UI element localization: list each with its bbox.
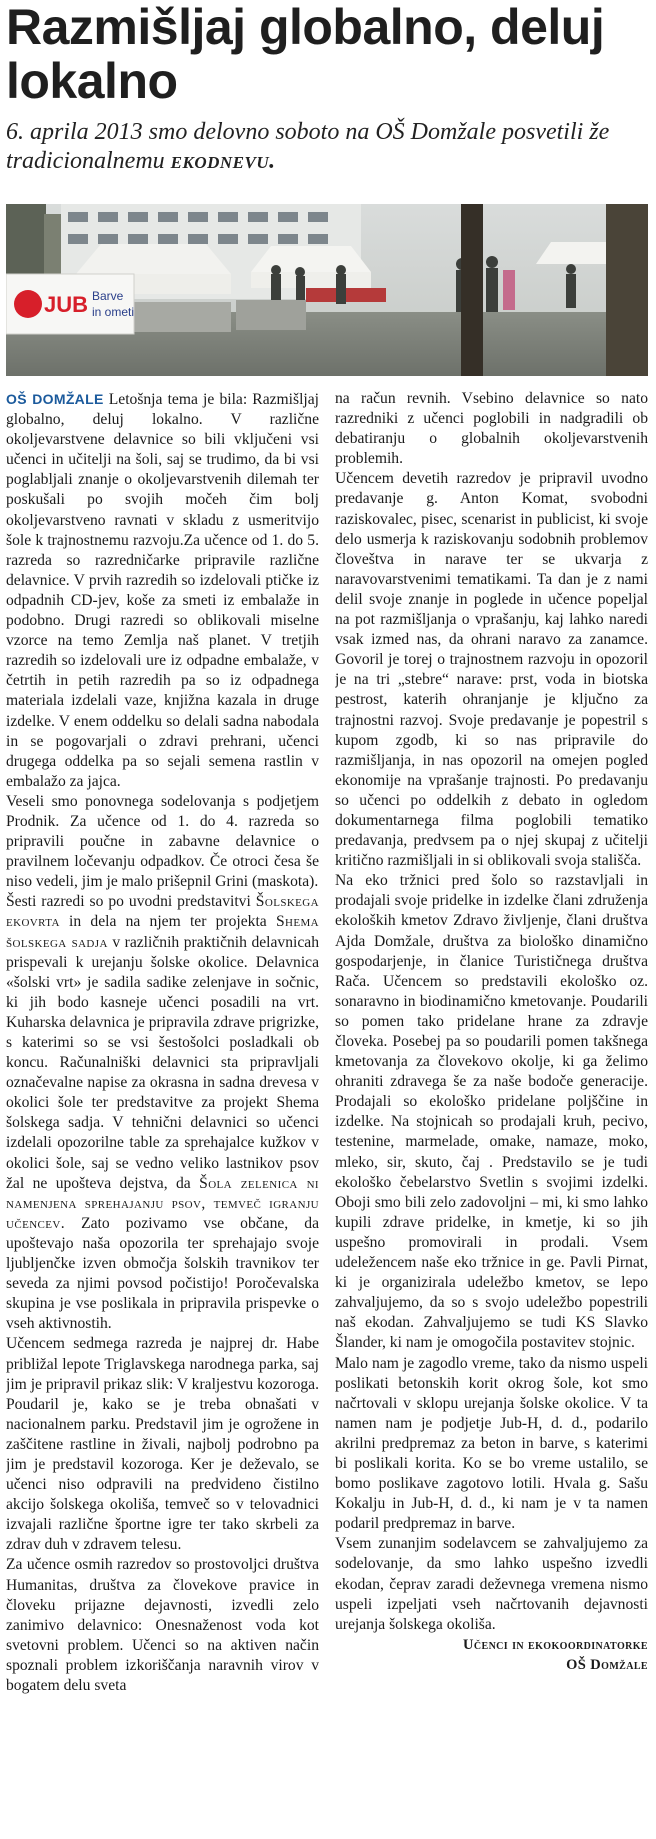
paragraph-text: Letošnja tema je bila: Razmišljaj globalno, deluj lokalno. V različne okoljevarstvene delavnice so bili vključeni vsi učenci in učitelji na šoli, saj se trudimo, da bi vsi poglabljali znanje o okoljevarstvenih dilemah ter poskušali po svojih močeh čim bolj okoljevarstveno ravnati v skladu z usmeritvijo šole k trajnostnemu razvoju.Za učence od 1. do 5. razreda so razredničarke pripravile različne delavnice. V prvih razredih so izdelovali ptičke iz odpadnih CD-jev, koše za smeti iz embalaže in podobno. Drugi razredi so oblikovali miselne vzorce na temo Zemlja naš planet. V tretjih razredih so izdelovali ure iz odpadne embalaže, v četrtih in petih razredih pa so iz odpadnega materiala izdelali vaze, knjižna kazala in druge izdelke. V enem oddelku so delali sadna nabodala in se pogovarjali o zdravi prehrani, učenci drugega oddelka pa so sejali semena rastlin v embalažo za jajca. [6,391,319,790]
paragraph-text: v različnih praktičnih delavnicah prispevali k urejanju šolske okolice. Delavnica «šolski vrt» je sadila sadike zelenjave in sočnic, ki jih bodo kasneje učenci posadili na vrt. Kuharska delavnica je pripravila zdrave prigrizke, s katerimi so se vsi šestošolci posladkali ob koncu. Računalniški delavnici sta pripravljali označevalne napise za okrasna in sadna drevesa v okolici šole ter predstavitve za projekt Shema šolskega sadja. V tehnični delavnici so učenci izdelali opozorilne table za sprehajalce kužkov v okolici šole, saj se vedno veliko lastnikov psov žal ne upošteva dejstva, da [6,933,319,1192]
signature-authors: Učenci in ekokoordinatorke [463,1636,648,1653]
emphasis: Šola zelenica ni namenjena sprehajanju psov, temveč igranju učencev. [6,1174,319,1232]
article-headline: Razmišljaj globalno, deluj lokalno [6,0,605,109]
article-lead [6,118,646,176]
lead-text: 6. aprila 2013 smo delovno soboto na OŠ Domžale posvetili že tradicionalnemu [6,119,610,174]
paragraph: Veseli smo ponovnega sodelovanja s podjetjem Prodnik. Za učence od 1. do 4. razreda so pripravili poučne in zabavne delavnice o pravilnem ločevanju odpadkov. Če otroci česa še niso vedeli, jim je malo prišepnil Grini (maskota). [6,792,319,891]
paragraph-text: Šesti razredi so po uvodni predstavitvi [6,893,256,911]
column-right [335,389,648,1834]
column-left [6,389,319,1834]
paragraph-text: in dela na njem ter projekta [59,913,276,931]
dateline: OŠ DOMŽALE [6,391,104,407]
paragraph: Na eko tržnici pred šolo so razstavljali in prodajali svoje pridelke in izdelke člani združenja ekoloških kmetov Zdravo življenje, člani društva Ajda Domžale, društva za biološko dinamično gospodarjenje, in članice Turističnega društva Rača. Učencem so predstavili ekološko oz. sonaravno in biodinamično kmetovanje. Poudarili so pomen tako pridelane hrane za zdravje človeka. Posebej pa so poudarili pomen takšnega kmetovanja za človekovo okolje, ki ga želimo ohraniti zdravega še za naše bodoče generacije. Prodajali so ekološko pridelane poljščine in izdelke. Na stojnicah so prodajali kruh, pecivo, testenine, marmelade, omake, namaze, moko, mleko, sir, skuto, čaj . Predstavilo se je tudi ekološko čebelarstvo Svetlin s svojimi izdelki. Oboji smo bili zelo zadovoljni – mi, ki smo lahko kupili zdrave pridelke, in kmetje, ki so jih uspešno promovirali in prodali. Vsem udeležencem naše eko tržnice in ge. Pavli Pirnat, ki je organizirala udeležbo kmetov, se lepo zahvaljujemo, da so s svojo udeležbo popestrili naš ekodan. Zahvaljujemo se tudi KS Slavko Šlander, ki nam je omogočila postavitev stojnic. [335,872,648,1352]
banner-text-top: Barve [92,289,124,303]
paragraph [6,389,319,792]
eco-market-photo-illustration [6,204,648,376]
paragraph: Za učence osmih razredov so prostovoljci društva Humanitas, društva za človekove pravice in človeku prijazne dejavnosti, izvedli zelo zanimivo delavnico: Onesnaženost voda kot svetovni problem. Učenci so na aktiven način spoznali problem izkoriščanja naravnih virov v bogatem delu sveta [6,1556,319,1694]
lead-emphasis: ekodnevu. [170,148,276,174]
paragraph: Vsem zunanjim sodelavcem se zahvaljujemo za sodelovanje, da smo lahko uspešno izvedli ekodan, čeprav zaradi deževnega vremena nismo uspeli izpeljati vseh načrtovanih dejavnosti urejanja šolskega okoliša. [335,1535,648,1633]
banner-text-bottom: in ometi [92,305,135,319]
paragraph-text: Zato pozivamo vse občane, da upoštevajo naša opozorila ter sprehajajo svoje ljubljenčke izven območja šolskih travnikov ter seveda za njimi povsod počistijo! Poročevalska skupina je vse poslikala in pripravila prispevke o vseh aktivnostih. [6,1214,319,1333]
emphasis: Šolskega ekovrta [6,893,319,931]
paragraph: Učencem sedmega razreda je najprej dr. Habe približal lepote Triglavskega narodnega parka, saj jim je pripravil prikaz slik: V kraljestvu kozoroga. Poudaril je, kako se je treba obnašati v nacionalnem parku. Predstavil jim je ogrožene in zaščitene rastline in živali, najbolj podrobno pa jim je predstavil kozoroga. Ker je deževalo, se učenci niso odpravili na predvideno čistilno akcijo šolskega okoliša, temveč so v telovadnici izvajali različne športne igre ter tako skrbeli za zdrav duh v zdravem telesu. [6,1335,319,1554]
signature-school: OŠ Domžale [566,1656,648,1673]
paragraph: na račun revnih. Vsebino delavnice so nato razredniki z učenci poglobili in nadgradili ob debatiranju o globalnih okoljevarstvenih problemih. [335,390,648,468]
jub-logo-text: JUB [44,292,89,317]
emphasis: Shema šolskega sadja [6,913,319,951]
paragraph: Učencem devetih razredov je pripravil uvodno predavanje g. Anton Komat, svobodni raziskovalec, pisec, scenarist in publicist, ki svoje delo usmerja k raziskovanju sodobnih problemov človeštva in narave ter se ukvarja z naravovarstvenimi tematikami. Ta dan je z nami delil svoje znanje in poglede in učence popeljal na pot razmišljanja o vprašanju, kaj lahko naredi vsak izmed nas, da ohrani naravo za zanamce. Govoril je torej o trajnostnem razvoju in opozoril je na tri „stebre“ narave: prst, voda in biotska pestrost, katerih ohranjanje je ključno za trajnostni razvoj. Svoje predavanje je popestril s kupom zgodb, ki so nas pripravile do razmišljanja, in nas opozoril na omejen pogled ekonomije na vprašanje trajnosti. Po predavanju so učenci po oddelkih z debato in ogledom dokumentarnega filma poglobili tematiko predavanja, predvsem pa o njej skupaj z učitelji kritično razmišljali in si oblikovali svoja stališča. [335,470,648,870]
paragraph: Malo nam je zagodlo vreme, tako da nismo uspeli poslikati betonskih korit okrog šole, kot smo načrtovali v sklopu urejanja šolske okolice. V ta namen nam je podjetje Jub-H, d. d., podarilo akrilni predpremaz za beton in barve, s katerimi bi poslikali korita. Ko se bo vreme ustalilo, se bomo poslikave zagotovo lotili. Hvala g. Sašu Kokalju in Jub-H, d. d., ki nam je v ta namen podaril predpremaz in barve. [335,1354,648,1533]
article-body [6,389,648,1834]
paragraph [6,892,319,1334]
article-photo [6,204,648,376]
